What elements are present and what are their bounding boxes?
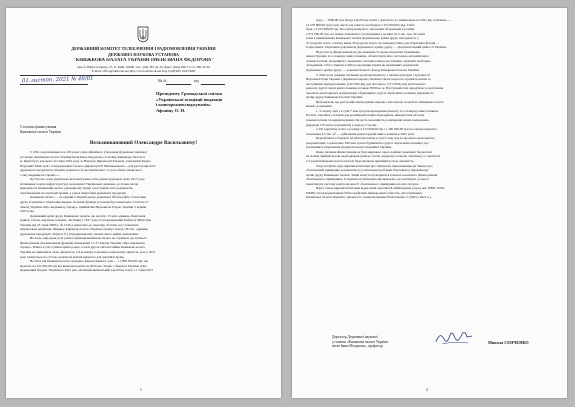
paragraph-line: Державного архіву друку — документального фонду Книжкової палати України. — [306, 68, 420, 73]
paragraph-line: 1997 року. — [20, 209, 35, 214]
paragraph-line: У 2021 році виповнилося 103 роки з дня офіційного утворення Державної наукової — [30, 150, 147, 154]
paragraph-line: Передбачити в бюджеті на 2022 рік кошти в сумі 5 млн грн на проектно-кошторисну — [316, 136, 435, 141]
paragraph-line: наступними підпрограмами: (140 769 грн) для поточного і (772 826 грн) капітального — [306, 81, 427, 86]
signature-title-line-1: Директор Державної наукової — [332, 335, 378, 339]
addressee-line-2: «Української асоціації видавців — [156, 96, 223, 102]
paragraph-line: На жаль, впродовж усіх років існування Книжкова палата не отримала достатнього — [30, 236, 147, 241]
paragraph-line: справу». Навіть в усіх гуманітарних роках, в часи другої світової війни Книжкова палата — [20, 245, 145, 250]
paragraph-line: Варто також вирішити питання віднесення закупівлі 8 найменувань (серед них ISBN, ISSN, — [316, 186, 445, 191]
letter-body-page-1 — [20, 150, 267, 273]
paragraph-line: 14 279 800,00 грн (тому числі для захисту необхідної 2 272 600,00 грн). Тобто — [306, 22, 416, 27]
paragraph-line: брак з 2 272 600,00 грн. На електроенергію і оновлення обладнання в розмірі — [306, 27, 415, 32]
paragraph-line: друкованої продукції на Україні, наукового й систематичного та для обліку кількісного — [20, 168, 143, 173]
paragraph-line: вважає доцільним: — [306, 104, 333, 109]
paragraph-line: 2. На заробітну плату в розмірі 2 272 600,00 грн і 1 200 000,00 грн на електроенергію і — [316, 127, 438, 132]
trident-emblem-icon — [137, 26, 149, 43]
paragraph-line: (вдрукові 170 тисяч документів) у період 2-3 роки. — [306, 122, 377, 127]
salutation: Вельмишановний Олександре Васильовичу! — [89, 140, 198, 146]
paragraph-line: ISMN) загальнодержавних бібліографічних міжнародних агентств, для утримання — [306, 190, 422, 195]
reg-line — [20, 84, 88, 85]
paragraph-line: оновлення 4,5 тис. м² — здійснення реконструкції книгосховища в 2022 році. — [306, 131, 415, 136]
paragraph-line: уможливить збереження Документальної спадщини України. — [306, 145, 392, 150]
paragraph-line: архіву друку Книжкової палати України. — [306, 95, 363, 100]
signature-title-line-2: установи «Книжкова палата України — [332, 339, 389, 344]
letter-body-page-2 — [306, 18, 553, 200]
letter-page-1 — [6, 8, 281, 398]
reg-from-label: від — [194, 79, 199, 83]
paragraph-line: проектно-кошторисної документації і будівництво другої черги книгосховища Державного — [306, 90, 434, 95]
paragraph-line: року — 7000,00 грн. Фонд заробітної плати з доплатою до мінімальної на 2021 рік становить — — [316, 18, 451, 22]
paragraph-line: Тому потрібно буде вирішити питання про тимчасове призупинення дії Закону про — [316, 163, 433, 168]
paragraph-line: ремонту другої черги книгосховища площею 8500 кв. м. Наступний етап передбачає розроблення — [306, 86, 444, 91]
subject-line-1: Стосовно фінансування — [20, 125, 57, 129]
addressee-line-1: Президенту Громадської спілки — [156, 91, 223, 96]
paragraph-line: 25 градусів тепла, а влітку вище 30 градусів тепла, що неприпустимо для зберігання фондів — — [306, 40, 440, 45]
paragraph-line: відводилося Книжковій палаті, державному архіву і реєстрацію всіх документів, — [20, 186, 134, 191]
org-type: ДЕРЖАВНА НАУКОВА УСТАНОВА — [108, 52, 179, 57]
paragraph-line: Книжкова палата — це єдиний в Україні центр державної бібліографії, статистики — [30, 195, 146, 200]
reg-to-line — [166, 84, 191, 85]
paragraph-line: документацію і орієнтовно 390 млн грн на будівництво другої черги книгосховища, що — [306, 140, 429, 145]
paragraph-line: Книжкової палати України у діяльності з національними бібліотеками та УДК (з 2021 р.). — [306, 195, 432, 200]
signer-name: Микола СЕНЧЕНКО — [488, 340, 529, 345]
paragraph-line: вітчизняна теорію інфраструктуру незалежної Української держави, до чільне місце — [20, 181, 139, 186]
paragraph-line: 1. У першу чергу в сумі 7 млн грн для проведення ремонту 2-го поверху книгосховища — [316, 108, 439, 113]
paragraph-line: Враховуючи, що реєстрація законодавчих видань є нагальною потребою, Книжкова палата — [316, 99, 444, 104]
page-number: 1 — [140, 388, 142, 392]
paragraph-line: не можна прийняти нові надходження (книги, газети, журнали, плакати, листівки), то протягом — [306, 154, 440, 159]
paragraph-line: Державний бюджет України на 2021 рік» місячний мінімальний заробітну плату з 1 січня 2021 — [20, 268, 154, 273]
paragraph-line: фінансування для виконання функцій, визначених ст. 27 Закону України «Про видавничу — [20, 240, 146, 245]
paragraph-line: згідно вимог зберігання документів Державного архіву друку — Документальний цінності України. — [306, 45, 447, 50]
paragraph-line: Це був час, коли українська інтелектуальна еліта реконструювала свою 1917 року — [30, 177, 145, 182]
paragraph-line: переглянути систему контролю якості обов'язкового примірника на цих складах. — [306, 181, 420, 186]
paragraph-line: національне надбання. Ширину Книжкова палата України отримує понад 150 тис. одиниць — [20, 227, 148, 232]
paragraph-line: установи «Книжкова палата України імені Івана Федорова». Головну Книжкову Палату в — [20, 154, 145, 159]
paragraph-line: обов'язковий примірник документів до розв'язання проблеми зберігання в Державному — [306, 168, 429, 173]
paragraph-line: Закону України «Про видавничу справу», прийнятим Верховною Радою України 5 червня — [20, 204, 147, 209]
signature-title-line-3: імені Івана Федорова», професор — [332, 344, 383, 348]
paragraph-line: 2 272 600,00 грн, на заміну пожежного устаткування в розмірі 10,5 тис. грн. За таких — [306, 31, 426, 36]
paragraph-line: реконструкцію 2-го поверху книгосховища, облаштувати його системою автоматичного — [306, 54, 430, 59]
paragraph-line: обов'язкового примірника. Із першою публікацією ми вважаємо, що необхідно до цього — [306, 177, 430, 182]
paragraph-line: архіві друку Книжкової палати. Зміни можуть проводитися в межах належного фінансування — [306, 172, 438, 177]
paragraph-line: обладнання, тобто сприяти в 2022 році ризики втрати як незамінних документів — [306, 63, 419, 68]
paragraph-line: друкованої продукції і зберігає її у впорядкованому, умовах якого майже неможливо. — [20, 231, 140, 236]
paragraph-line: Державний архів друку Книжкової палати, що налічує 15 млн одиниць зберігання — [30, 213, 146, 218]
paragraph-line: України не припиняла свою діяльність, а її колекція становить національну цінність. Але у 2021 — [20, 250, 156, 255]
addressee-line-3: і книгорозповсюджувачів» — [156, 102, 212, 107]
reg-from-line — [201, 84, 225, 85]
paragraph-line: Якщо питання фінансування не буде вирішено через дефіцит можливої бюджетної — [316, 149, 433, 154]
header-divider — [20, 75, 267, 76]
paragraph-line: році планується на суттєва допомоги коштів вимогою для закупівлі праць. — [20, 254, 125, 259]
paragraph-line: (книги, газети, журнали, плакати, листівки) з 1917 року. Розпорядженням Кабінету Міністрів — [20, 218, 151, 223]
subject-line-2: Книжкової палати України — [20, 129, 61, 134]
paragraph-line: друку й архівного зберігання видань. Основні функції установи було визначено Статтею 27 — [20, 200, 149, 205]
org-ministry: ДЕРЖАВНИЙ КОМІТЕТ ТЕЛЕБАЧЕННЯ І РАДІОМОВЛЕННЯ УКРАЇНИ — [71, 46, 216, 51]
paragraph-line: Народних Міністрів і затвердженим Головою Директорії В. Винниченком «...для реєстрації всієї — [20, 163, 156, 168]
paragraph-line: пожежогасіння, покращити і оновлення системи електропостачання, закупити необхідне — [306, 58, 431, 63]
paragraph-line: Верховної Ради України і Держкомтелерадіо України, Палаті вдалося отримати кошти за — [306, 77, 431, 82]
paragraph-line: м. Києві було утворено 24 січня 1919 року за Наказом Директорії Законом, ухваленим Радою — [20, 159, 151, 164]
paragraph-line: включає на 251 005,00 грн від видатків коштів на 2020 рік. Згідно з Законом України «Про — [20, 263, 147, 268]
paragraph-line: На 2021 рік Книжкові палаті доведено фінансування в сумі — 11 988 300,00 грн, що — [30, 259, 149, 264]
org-contacts: E-mail: office@ukrbook.net http://www.ukrbook.net Код ЄДРПОУ 02473085 — [91, 69, 196, 73]
paragraph-line: опублікованих на території країни, а також зберігання державної продукції. — [20, 190, 127, 195]
page-number: 2 — [426, 388, 428, 392]
reg-to-label: На № — [158, 79, 167, 83]
paragraph-line: Відсутність фінансування на дає можливості провести ремонт приміщень, — [316, 49, 421, 54]
paragraph-line: стану видавничої справи...». — [20, 172, 60, 177]
paragraph-line: Палати, закупівлі стелажів для розміщення нових надходжень, використати систему — [306, 113, 425, 118]
paragraph-line: умов в приміщеннях Книжкової палати Державному архіві друку знаходиться, у — [306, 36, 419, 41]
paragraph-line: 2-3 років Книжкова палата взагалі буде змушена припинити свою діяльність. — [306, 158, 415, 163]
handwritten-signature — [434, 329, 474, 347]
paragraph-line: України від 23 січня 2008 р. № 1345-р віднесено до переліку об'єктів, що становлять — [20, 222, 139, 227]
letter-page-2 — [292, 8, 567, 398]
paragraph-line: пожежогасіння і кондиціонування. Це дасть можливість розміщення нових надходжень — [306, 118, 429, 123]
paragraph-line: У 2022 році, завдяки спільним зусиллям Комітету з питань культури і духовності — [316, 72, 430, 77]
addressee-line-4: Афоніну О. Н. — [156, 107, 186, 113]
org-name: "КНИЖКОВА ПАЛАТА УКРАЇНИ ІМЕНІ ІВАНА ФЕДОРОВА" — [73, 58, 214, 63]
org-address: просп. Юрія Гагаріна, 27, м. Київ, 02660, тел.: (44) 287-41-34, факс: (044) 296-71-15, 296-32-36 — [77, 64, 210, 69]
registration-handwritten: 01.листоп. 2021 № 46/01 — [21, 75, 94, 85]
